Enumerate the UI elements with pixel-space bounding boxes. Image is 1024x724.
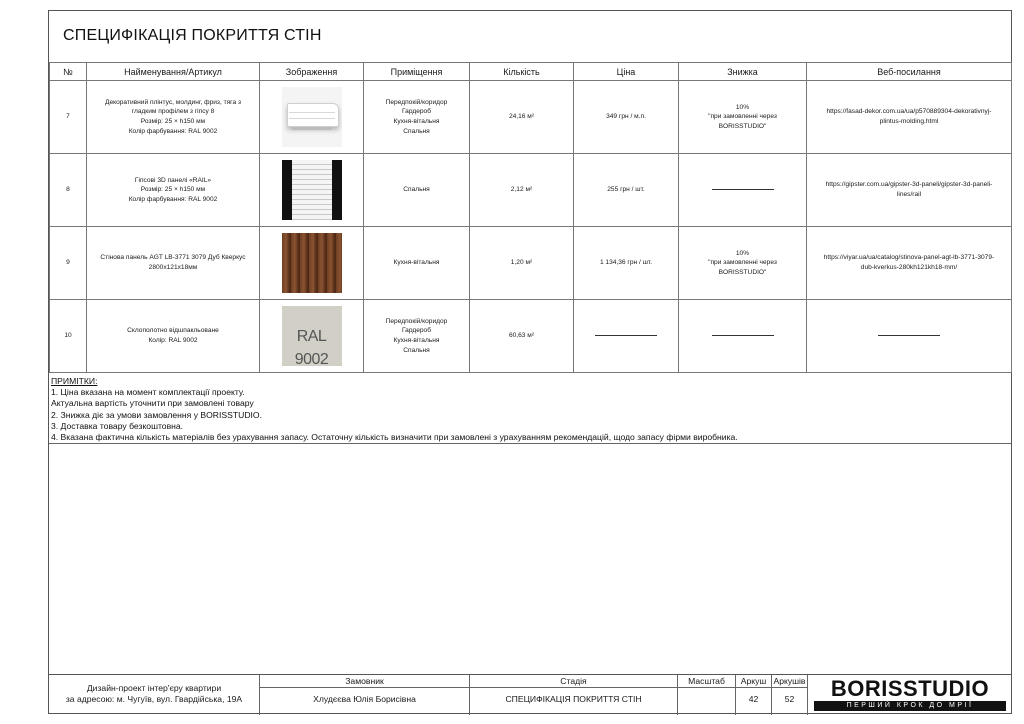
product-name xyxy=(87,300,260,373)
rooms-line: Кухня-вітальня xyxy=(393,118,440,125)
product-image-cell xyxy=(260,154,364,227)
page-title: СПЕЦИФІКАЦІЯ ПОКРИТТЯ СТІН xyxy=(63,27,322,44)
product-image-ral xyxy=(282,306,342,366)
stage-value: СПЕЦИФІКАЦІЯ ПОКРИТТЯ СТІН xyxy=(505,694,642,704)
project-line: Дизайн-проект інтер'єру квартири xyxy=(86,683,222,693)
table-row xyxy=(50,81,1012,154)
column-header-image: Зображення xyxy=(260,63,364,81)
project-description xyxy=(49,683,259,705)
discount-line: BORISSTUDIO" xyxy=(718,122,767,130)
product-image-cell xyxy=(260,227,364,300)
name-line: Розмір: 25 × h150 мм xyxy=(140,186,206,194)
rooms-line: Кухня-вітальня xyxy=(393,259,440,267)
empty-value-dash xyxy=(878,335,940,336)
room-list xyxy=(364,154,470,227)
row-number xyxy=(50,154,87,227)
name-line: Декоративний плінтус, молдинг, фриз, тяга з xyxy=(105,98,241,106)
notes-block xyxy=(51,376,738,443)
table-row xyxy=(50,300,1012,373)
quantity-value: 60,63 м² xyxy=(508,332,535,340)
sheet-number: 42 xyxy=(748,694,759,704)
product-image-cell xyxy=(260,81,364,154)
rooms-line: Передпокій/коридор xyxy=(385,317,448,325)
column-header-price: Ціна xyxy=(574,63,679,81)
name-line: 2800х121х18мм xyxy=(148,264,198,271)
link-line: dub-kverkus-280kh121kh18-mm/ xyxy=(860,264,958,271)
discount-line: "при замовленні через xyxy=(708,113,777,121)
client-cell xyxy=(259,675,469,715)
name-line: Стінова панель AGT LB-3771 3079 Дуб Кверкус xyxy=(100,254,246,262)
rooms-line: Спальня xyxy=(403,186,430,194)
price-value: 1 134,36 грн / шт. xyxy=(599,259,653,267)
link-line: plintus-molding.html xyxy=(879,118,939,125)
scale-cell xyxy=(677,675,735,715)
product-name xyxy=(87,154,260,227)
name-line: Колір: RAL 9002 xyxy=(148,337,198,344)
rooms-line: Гардероб xyxy=(401,108,431,116)
specification-sheet xyxy=(48,10,1012,714)
title-band xyxy=(49,11,1011,63)
rooms-line: Гардероб xyxy=(401,327,431,335)
note-line: 4. Вказана фактична кількість матеріалів без урахування запасу. Остаточну кількість визначити при замовлені з урахуванням рекомендацій, щодо запасу фірми виробника. xyxy=(51,432,738,443)
note-line: Актуальна вартість уточнити при замовлені товару xyxy=(51,398,254,409)
product-name xyxy=(87,81,260,154)
discount-line: 10% xyxy=(735,103,750,111)
sheets-label: Аркушів xyxy=(773,676,806,686)
column-header-quantity: Кількість xyxy=(470,63,574,81)
price-value xyxy=(574,227,679,300)
quantity-value xyxy=(470,154,574,227)
number-value: 8 xyxy=(66,186,70,194)
column-header-discount: Знижка xyxy=(679,63,807,81)
discount-line: "при замовленні через xyxy=(708,259,777,267)
link-line: https://gipster.com.ua/gipster-3d-paneli/gipster-3d-paneli- xyxy=(825,181,993,189)
row-number xyxy=(50,227,87,300)
note-line: 2. Знижка діє за умови замовлення у BORISSTUDIO. xyxy=(51,409,262,420)
studio-logo-tagline: ПЕРШИЙ КРОК ДО МРІЇ xyxy=(814,701,1006,711)
sheet-cell xyxy=(735,675,771,715)
price-value: 349 грн / м.п. xyxy=(606,113,646,121)
number-value: 7 xyxy=(66,113,70,121)
sheets-cell xyxy=(771,675,807,715)
name-line: Гіпсові 3D панелі «RAIL» xyxy=(134,176,212,184)
color-swatch-label: RAL 9002 xyxy=(294,328,329,366)
number-value: 9 xyxy=(66,259,70,267)
quantity-value xyxy=(470,227,574,300)
stage-cell xyxy=(469,675,677,715)
web-link xyxy=(807,300,1012,373)
client-name: Хлудєєва Юлія Борисівна xyxy=(313,694,416,704)
product-name xyxy=(87,227,260,300)
column-header-link: Веб-посилання xyxy=(807,63,1012,81)
rooms-line: Спальня xyxy=(403,346,430,354)
product-image-molding xyxy=(282,87,342,147)
table-row xyxy=(50,227,1012,300)
product-image-rail xyxy=(282,160,342,220)
web-link xyxy=(807,154,1012,227)
sheets-total: 52 xyxy=(784,694,795,704)
product-image-cell xyxy=(260,300,364,373)
name-line: Колір фарбування: RAL 9002 xyxy=(128,195,218,203)
column-header-number: № xyxy=(50,63,87,81)
client-label: Замовник xyxy=(345,676,384,686)
note-line: 1. Ціна вказана на момент комплектації проекту. xyxy=(51,387,245,398)
empty-value-dash xyxy=(712,335,774,336)
specification-table xyxy=(49,62,1012,373)
table-header-row xyxy=(50,63,1012,81)
rooms-line: Передпокій/коридор xyxy=(385,98,448,106)
price-value xyxy=(574,300,679,373)
room-list xyxy=(364,81,470,154)
discount-line: BORISSTUDIO" xyxy=(718,268,767,276)
rooms-line: Спальня xyxy=(403,127,430,135)
studio-logo-name: BORISSTUDIO xyxy=(830,676,990,701)
project-address: за адресою: м. Чугуїв, вул. Гвардійська, 19А xyxy=(65,694,243,704)
empty-value-dash xyxy=(595,335,657,336)
title-block xyxy=(49,674,1011,715)
name-line: Розмір: 25 × h150 мм xyxy=(140,118,206,125)
name-line: Склополотно відшпакльоване xyxy=(127,327,219,335)
row-number xyxy=(50,300,87,373)
studio-logo xyxy=(807,675,1012,715)
name-line: гладким профілем з гіпсу 8 xyxy=(131,108,215,116)
quantity-value xyxy=(470,300,574,373)
scale-label: Масштаб xyxy=(688,676,725,686)
quantity-value xyxy=(470,81,574,154)
room-list xyxy=(364,227,470,300)
row-number xyxy=(50,81,87,154)
price-value xyxy=(574,154,679,227)
link-line: https://viyar.ua/ua/catalog/stinova-panel-agt-lb-3771-3079- xyxy=(823,254,995,262)
sheet-label: Аркуш xyxy=(740,676,767,686)
stage-label: Стадія xyxy=(560,676,587,686)
note-line: 3. Доставка товару безкоштовна. xyxy=(51,420,184,431)
empty-value-dash xyxy=(712,189,774,190)
link-line: https://fasad-dekor.com.ua/ua/p570889304-dekorativnyj- xyxy=(826,108,992,116)
room-list xyxy=(364,300,470,373)
link-line: lines/rail xyxy=(896,191,922,198)
rooms-line: Кухня-вітальня xyxy=(393,337,440,344)
column-header-room: Приміщення xyxy=(364,63,470,81)
discount-value xyxy=(679,227,807,300)
notes-heading: ПРИМІТКИ: xyxy=(51,376,98,386)
number-value: 10 xyxy=(64,332,72,340)
discount-line: 10% xyxy=(735,249,750,257)
quantity-value: 2,12 м² xyxy=(510,186,533,194)
name-line: Колір фарбування: RAL 9002 xyxy=(128,127,218,135)
notes-divider xyxy=(49,443,1011,444)
table-row xyxy=(50,154,1012,227)
column-header-name: Найменування/Артикул xyxy=(87,63,260,81)
discount-value xyxy=(679,300,807,373)
web-link xyxy=(807,227,1012,300)
quantity-value: 24,16 м² xyxy=(508,113,535,121)
discount-value xyxy=(679,154,807,227)
quantity-value: 1,20 м² xyxy=(510,259,533,267)
discount-value xyxy=(679,81,807,154)
price-value: 255 грн / шт. xyxy=(607,186,645,194)
product-image-oak xyxy=(282,233,342,293)
web-link xyxy=(807,81,1012,154)
price-value xyxy=(574,81,679,154)
